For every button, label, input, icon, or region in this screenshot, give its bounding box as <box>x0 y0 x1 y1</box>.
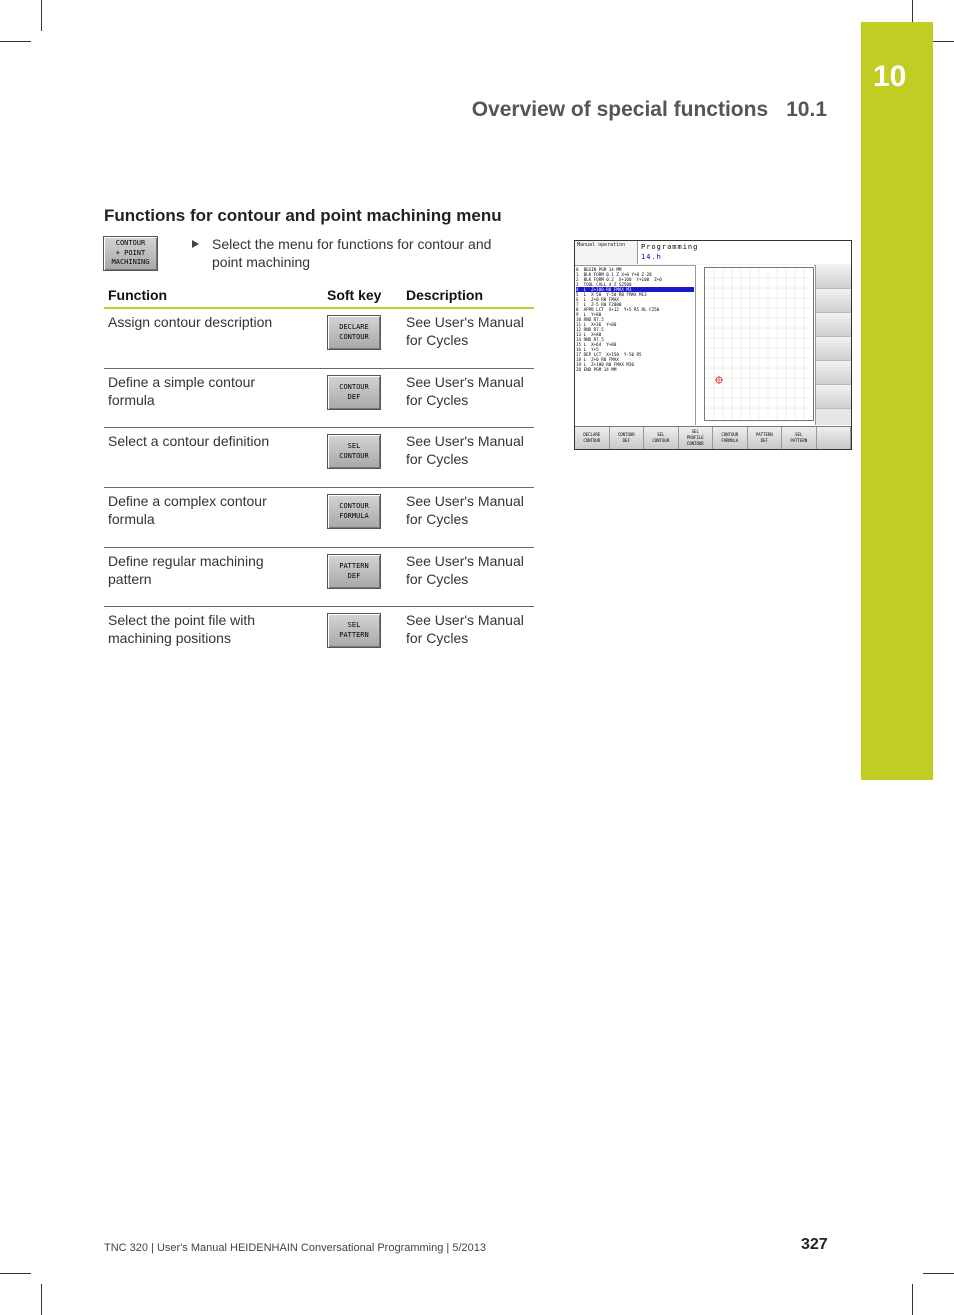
sel-pattern-softkey: SEL PATTERN <box>327 613 381 648</box>
program-line: 2 BLK FORM 0.2 X+100 Y+100 Z+0 <box>576 277 662 282</box>
crop-mark <box>923 1273 954 1274</box>
side-softkey <box>816 265 851 289</box>
screen-softkey-label: CONTOUR <box>617 432 635 437</box>
header-section-number: 10.1 <box>786 98 827 121</box>
function-text: Select a contour definition <box>108 433 270 449</box>
crop-mark <box>0 1273 31 1274</box>
running-header <box>472 98 827 122</box>
program-line: 17 DEP LCT X+150 Y-50 R5 <box>576 352 642 357</box>
table-row <box>104 487 534 548</box>
crop-mark <box>41 0 42 31</box>
header-description: Description <box>406 287 484 303</box>
screen-softkey-label: FORMULA <box>721 438 739 443</box>
side-softkey <box>816 361 851 385</box>
section-title: Functions for contour and point machining menu <box>104 206 502 225</box>
side-softkey <box>816 337 851 361</box>
screen-softkey-label: CONTOUR <box>721 432 739 437</box>
function-text: Assign contour description <box>108 314 273 330</box>
operating-mode: Manual operation <box>577 242 626 248</box>
screen-softkey-label: PATTERN <box>790 438 808 443</box>
sel-contour-softkey: SEL CONTOUR <box>327 434 381 469</box>
program-line: 9 L Y+80 <box>576 312 602 317</box>
program-listing <box>576 267 694 372</box>
footer-text: TNC 320 | User's Manual HEIDENHAIN Conversational Programming | 5/2013 <box>104 1242 486 1254</box>
function-text: Define a simple contour formula <box>108 374 256 408</box>
program-line: 0 BEGIN PGM 14 MM <box>576 267 622 272</box>
header-softkey: Soft key <box>327 287 382 303</box>
control-screenshot <box>574 240 852 450</box>
screen-softkey <box>644 427 679 449</box>
screen-softkey <box>610 427 645 449</box>
declare-contour-softkey: DECLARE CONTOUR <box>327 315 381 350</box>
screen-softkey-label: SEL <box>657 432 665 437</box>
screen-softkey <box>575 427 610 449</box>
description-text: See User's Manual for Cycles <box>406 553 524 587</box>
graphics-window <box>695 265 814 425</box>
screen-softkey <box>713 427 748 449</box>
crop-mark <box>41 1284 42 1315</box>
screen-softkey <box>748 427 783 449</box>
description-text: See User's Manual for Cycles <box>406 433 524 467</box>
table-row <box>104 547 534 608</box>
program-line: 8 APPR LCT X+12 Y+5 R5 RL F250 <box>576 307 660 312</box>
screen-softkey-label: SEL <box>795 432 803 437</box>
contour-formula-softkey: CONTOUR FORMULA <box>327 494 381 529</box>
header-title: Overview of special functions <box>471 98 769 121</box>
function-text: Select the point file with machining positions <box>108 612 256 646</box>
program-header <box>637 241 851 264</box>
screen-softkey-label: SEL <box>691 429 699 434</box>
function-text: Define a complex contour formula <box>108 493 267 527</box>
crop-mark <box>912 1284 913 1315</box>
program-line: 1 BLK FORM 0.1 Z X+0 Y+0 Z-20 <box>576 272 652 277</box>
screen-softkey-label: CONTOUR <box>686 441 704 446</box>
description-text: See User's Manual for Cycles <box>406 374 524 408</box>
screen-softkey <box>782 427 817 449</box>
side-softkey <box>816 313 851 337</box>
program-line: 12 RND R7.5 <box>576 327 604 332</box>
description-text: See User's Manual for Cycles <box>406 612 524 646</box>
screen-softkey <box>679 427 714 449</box>
program-line: 10 RND R7.5 <box>576 317 604 322</box>
description-text: See User's Manual for Cycles <box>406 314 524 348</box>
side-softkey <box>816 385 851 409</box>
intro-instruction: Select the menu for functions for contour and point machining <box>212 236 492 270</box>
program-line: 15 L X+64 Y+80 <box>576 342 617 347</box>
header-function: Function <box>108 287 168 303</box>
screen-softkey <box>817 427 852 449</box>
screen-softkey-label: CONTOUR <box>652 438 670 443</box>
screen-softkey-label: PROFILE <box>686 435 704 440</box>
page-number: 327 <box>801 1236 828 1253</box>
screen-softkey-label: CONTOUR <box>583 438 601 443</box>
program-line: 18 L Z+0 R0 FMAX <box>576 357 619 362</box>
screen-softkey-row <box>575 426 851 449</box>
table-row <box>104 368 534 429</box>
screen-softkey-label: DECLARE <box>583 432 601 437</box>
screen-softkey-label: DEF <box>760 438 768 443</box>
program-line: 16 L Y+5 <box>576 347 599 352</box>
function-text: Define regular machining pattern <box>108 553 264 587</box>
pattern-def-softkey: PATTERN DEF <box>327 554 381 589</box>
vertical-softkey-bar <box>815 265 851 425</box>
table-row <box>104 606 534 667</box>
program-line: 20 END PGM 14 MM <box>576 367 617 372</box>
crop-mark <box>0 41 31 42</box>
program-line: 13 L X+80 <box>576 332 602 337</box>
program-line: 19 L Z+100 R0 FMAX M30 <box>576 362 634 367</box>
side-softkey <box>816 289 851 313</box>
program-line: 6 L Z+0 R0 FMAX <box>576 297 619 302</box>
screen-softkey-label: PATTERN <box>755 432 773 437</box>
contour-point-machining-softkey: CONTOUR + POINT MACHINING <box>103 236 158 271</box>
program-line: 11 L X+36 Y+80 <box>576 322 617 327</box>
chapter-number: 10 <box>873 60 907 93</box>
table-row <box>104 427 534 488</box>
graphics-plot <box>704 267 814 421</box>
program-line: 4 L Z+100 R0 FMAX M3 <box>576 287 694 292</box>
description-text: See User's Manual for Cycles <box>406 493 524 527</box>
screen-softkey-label: DEF <box>622 438 630 443</box>
chapter-tab <box>861 22 933 780</box>
table-row <box>104 309 534 369</box>
screen-header <box>575 241 851 266</box>
program-title: Programming <box>641 243 699 251</box>
program-line: 7 L Z-5 R0 F2000 <box>576 302 622 307</box>
program-line: 3 TOOL CALL 4 Z S2500 <box>576 282 632 287</box>
program-line: 14 RND R7.5 <box>576 337 604 342</box>
contour-def-softkey: CONTOUR DEF <box>327 375 381 410</box>
program-file: 14.h <box>641 253 662 261</box>
program-line: 5 L X-50 Y-50 R0 FMAX M13 <box>576 292 647 297</box>
step-arrow-icon <box>192 240 199 248</box>
